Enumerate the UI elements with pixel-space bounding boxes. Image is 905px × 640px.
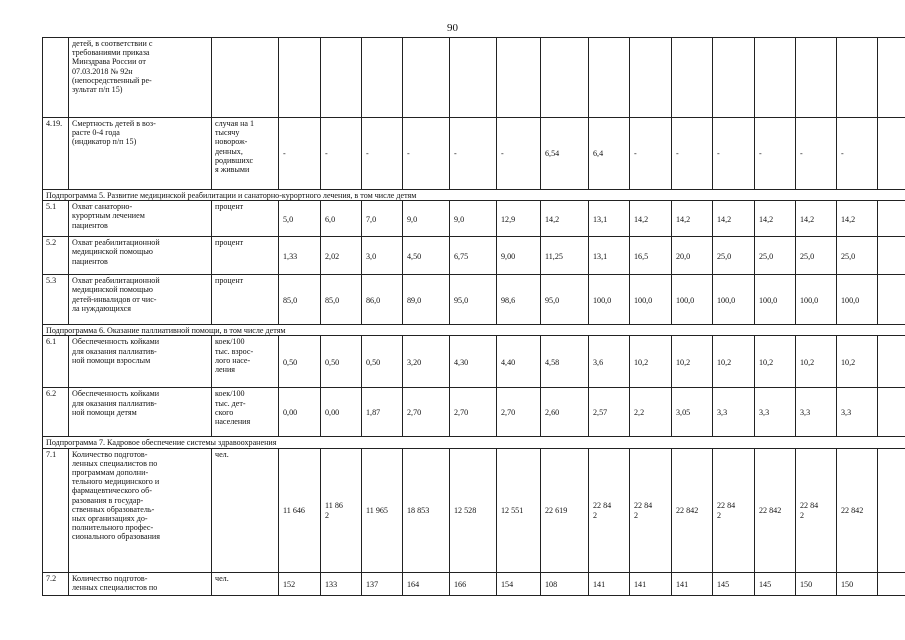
value-cell (878, 201, 905, 237)
indicator-unit: чел. (212, 572, 279, 595)
value-cell: 164 (403, 572, 450, 595)
value-cell: 14,2 (541, 201, 589, 237)
value-cell: 10,2 (837, 336, 878, 388)
indicator-number: 4.19. (43, 118, 69, 190)
value-cell: 2,70 (403, 388, 450, 437)
value-cell: 14,2 (796, 201, 837, 237)
value-cell: 14,2 (713, 201, 755, 237)
value-cell (878, 237, 905, 275)
value-cell (630, 38, 672, 118)
value-cell: 3,20 (403, 336, 450, 388)
value-cell: 98,6 (497, 275, 541, 325)
value-cell: 9,0 (403, 201, 450, 237)
value-cell: 2,02 (321, 237, 362, 275)
value-cell: - (755, 118, 796, 190)
value-cell: 22 842 (672, 448, 713, 572)
value-cell: - (713, 118, 755, 190)
indicator-number (43, 38, 69, 118)
indicator-name: детей, в соответствии с требованиями приказа Минздрава России от 07.03.2018 № 92н (непосредственный ре- зультат п/п 15) (69, 38, 212, 118)
value-cell: 85,0 (321, 275, 362, 325)
indicator-number: 5.2 (43, 237, 69, 275)
indicator-number: 5.1 (43, 201, 69, 237)
value-cell (541, 38, 589, 118)
value-cell: 6,75 (450, 237, 497, 275)
value-cell: 5,0 (279, 201, 321, 237)
indicator-unit: чел. (212, 448, 279, 572)
table-row (43, 38, 905, 118)
value-cell (279, 38, 321, 118)
indicator-unit: случая на 1 тысячу новорож- денных, родившихс я живыми (212, 118, 279, 190)
table-row (43, 448, 905, 572)
value-cell: - (497, 118, 541, 190)
indicator-number: 7.1 (43, 448, 69, 572)
value-cell: 6,0 (321, 201, 362, 237)
value-cell: 145 (713, 572, 755, 595)
value-cell: 12,9 (497, 201, 541, 237)
value-cell: 3,6 (589, 336, 630, 388)
value-cell: 25,0 (713, 237, 755, 275)
value-cell: 22 842 (755, 448, 796, 572)
value-cell (878, 118, 905, 190)
indicator-number: 6.1 (43, 336, 69, 388)
indicator-unit: коек/100 тыс. взрос- лого насе- ления (212, 336, 279, 388)
value-cell (878, 448, 905, 572)
value-cell: 20,0 (672, 237, 713, 275)
indicator-name: Охват санаторно- курортным лечением пациентов (69, 201, 212, 237)
value-cell: 16,5 (630, 237, 672, 275)
value-cell: 14,2 (672, 201, 713, 237)
value-cell: 100,0 (796, 275, 837, 325)
value-cell: 0,50 (362, 336, 403, 388)
value-cell: - (672, 118, 713, 190)
value-cell: 95,0 (450, 275, 497, 325)
value-cell: 7,0 (362, 201, 403, 237)
table-row (43, 237, 905, 275)
value-cell: 14,2 (837, 201, 878, 237)
value-cell: 6,4 (589, 118, 630, 190)
indicator-name: Обеспеченность койками для оказания паллиатив- ной помощи детям (69, 388, 212, 437)
value-cell: - (321, 118, 362, 190)
value-cell: 1,33 (279, 237, 321, 275)
value-cell: 137 (362, 572, 403, 595)
value-cell: 141 (672, 572, 713, 595)
value-cell: 25,0 (796, 237, 837, 275)
indicator-name: Охват реабилитационной медицинской помощью детей-инвалидов от чис- ла нуждающихся (69, 275, 212, 325)
table-row (43, 201, 905, 237)
subprogram-title: Подпрограмма 7. Кадровое обеспечение системы здравоохранения (43, 437, 905, 448)
indicator-name: Количество подготов- ленных специалистов по (69, 572, 212, 595)
value-cell (878, 572, 905, 595)
value-cell: 11 965 (362, 448, 403, 572)
value-cell: - (450, 118, 497, 190)
table-row (43, 388, 905, 437)
value-cell: 95,0 (541, 275, 589, 325)
value-cell: 22 84 2 (796, 448, 837, 572)
indicator-number: 7.2 (43, 572, 69, 595)
value-cell (403, 38, 450, 118)
value-cell: 100,0 (589, 275, 630, 325)
value-cell: 141 (589, 572, 630, 595)
value-cell: 2,60 (541, 388, 589, 437)
value-cell (755, 38, 796, 118)
value-cell: 89,0 (403, 275, 450, 325)
subprogram-title: Подпрограмма 6. Оказание паллиативной помощи, в том числе детям (43, 325, 905, 336)
value-cell: 11 86 2 (321, 448, 362, 572)
value-cell (713, 38, 755, 118)
indicator-unit: коек/100 тыс. дет- ского населения (212, 388, 279, 437)
value-cell (321, 38, 362, 118)
indicator-table (42, 37, 905, 596)
value-cell: 145 (755, 572, 796, 595)
value-cell: 12 528 (450, 448, 497, 572)
value-cell (878, 38, 905, 118)
value-cell: 14,2 (630, 201, 672, 237)
indicator-name: Обеспеченность койками для оказания паллиатив- ной помощи взрослым (69, 336, 212, 388)
value-cell: - (362, 118, 403, 190)
value-cell: 0,50 (321, 336, 362, 388)
value-cell (362, 38, 403, 118)
value-cell: 22 842 (837, 448, 878, 572)
value-cell: 3,3 (796, 388, 837, 437)
value-cell: 1,87 (362, 388, 403, 437)
table-row (43, 118, 905, 190)
value-cell (837, 38, 878, 118)
value-cell: 3,3 (755, 388, 796, 437)
value-cell: 10,2 (713, 336, 755, 388)
value-cell (497, 38, 541, 118)
value-cell: - (279, 118, 321, 190)
value-cell (672, 38, 713, 118)
value-cell: 2,2 (630, 388, 672, 437)
value-cell: 152 (279, 572, 321, 595)
value-cell: 133 (321, 572, 362, 595)
subprogram-header-row (43, 325, 905, 336)
value-cell: 3,05 (672, 388, 713, 437)
value-cell: 100,0 (630, 275, 672, 325)
value-cell: 3,0 (362, 237, 403, 275)
value-cell: 10,2 (796, 336, 837, 388)
value-cell: 3,3 (713, 388, 755, 437)
table-row (43, 572, 905, 595)
value-cell: 3,3 (837, 388, 878, 437)
value-cell: 12 551 (497, 448, 541, 572)
value-cell: 4,40 (497, 336, 541, 388)
value-cell: 22 84 2 (630, 448, 672, 572)
value-cell: 85,0 (279, 275, 321, 325)
indicator-number: 6.2 (43, 388, 69, 437)
value-cell: 11 646 (279, 448, 321, 572)
value-cell: 108 (541, 572, 589, 595)
subprogram-title: Подпрограмма 5. Развитие медицинской реабилитации и санаторно-курортного лечения, в том числе детям (43, 190, 905, 201)
value-cell: 100,0 (755, 275, 796, 325)
value-cell: 0,00 (279, 388, 321, 437)
value-cell: 2,70 (450, 388, 497, 437)
value-cell: - (630, 118, 672, 190)
value-cell: 100,0 (837, 275, 878, 325)
indicator-unit: процент (212, 275, 279, 325)
value-cell: 11,25 (541, 237, 589, 275)
value-cell: 150 (796, 572, 837, 595)
indicator-unit: процент (212, 237, 279, 275)
indicator-name: Охват реабилитационной медицинской помощью пациентов (69, 237, 212, 275)
value-cell: 4,58 (541, 336, 589, 388)
indicator-unit: процент (212, 201, 279, 237)
value-cell: 22 84 2 (713, 448, 755, 572)
indicator-number: 5.3 (43, 275, 69, 325)
value-cell: 10,2 (630, 336, 672, 388)
value-cell: 10,2 (755, 336, 796, 388)
value-cell: 100,0 (713, 275, 755, 325)
value-cell: 9,00 (497, 237, 541, 275)
value-cell: - (403, 118, 450, 190)
value-cell: 2,70 (497, 388, 541, 437)
value-cell (796, 38, 837, 118)
value-cell: 18 853 (403, 448, 450, 572)
value-cell (589, 38, 630, 118)
value-cell: 10,2 (672, 336, 713, 388)
value-cell: 154 (497, 572, 541, 595)
value-cell: 150 (837, 572, 878, 595)
subprogram-header-row (43, 190, 905, 201)
table-row (43, 275, 905, 325)
value-cell: 22 84 2 (589, 448, 630, 572)
value-cell: 4,50 (403, 237, 450, 275)
value-cell: 2,57 (589, 388, 630, 437)
value-cell (878, 388, 905, 437)
value-cell: 14,2 (755, 201, 796, 237)
value-cell: 6,54 (541, 118, 589, 190)
value-cell: 13,1 (589, 201, 630, 237)
value-cell: - (796, 118, 837, 190)
page-number: 90 (447, 22, 458, 34)
value-cell: 22 619 (541, 448, 589, 572)
value-cell: 25,0 (837, 237, 878, 275)
indicator-unit (212, 38, 279, 118)
value-cell: 166 (450, 572, 497, 595)
value-cell: 9,0 (450, 201, 497, 237)
indicator-name: Смертность детей в воз- расте 0-4 года (индикатор п/п 15) (69, 118, 212, 190)
indicator-name: Количество подготов- ленных специалистов по программам дополни- тельного медицинского и фармацевтического об- разования в государ- ственных образователь- ных организациях до- полнительного профес- сионального образования (69, 448, 212, 572)
value-cell: 0,50 (279, 336, 321, 388)
value-cell: 0,00 (321, 388, 362, 437)
value-cell: 4,30 (450, 336, 497, 388)
value-cell: - (837, 118, 878, 190)
value-cell (878, 336, 905, 388)
table-row (43, 336, 905, 388)
value-cell: 25,0 (755, 237, 796, 275)
value-cell: 86,0 (362, 275, 403, 325)
value-cell: 13,1 (589, 237, 630, 275)
value-cell: 100,0 (672, 275, 713, 325)
value-cell: 141 (630, 572, 672, 595)
value-cell (878, 275, 905, 325)
value-cell (450, 38, 497, 118)
subprogram-header-row (43, 437, 905, 448)
